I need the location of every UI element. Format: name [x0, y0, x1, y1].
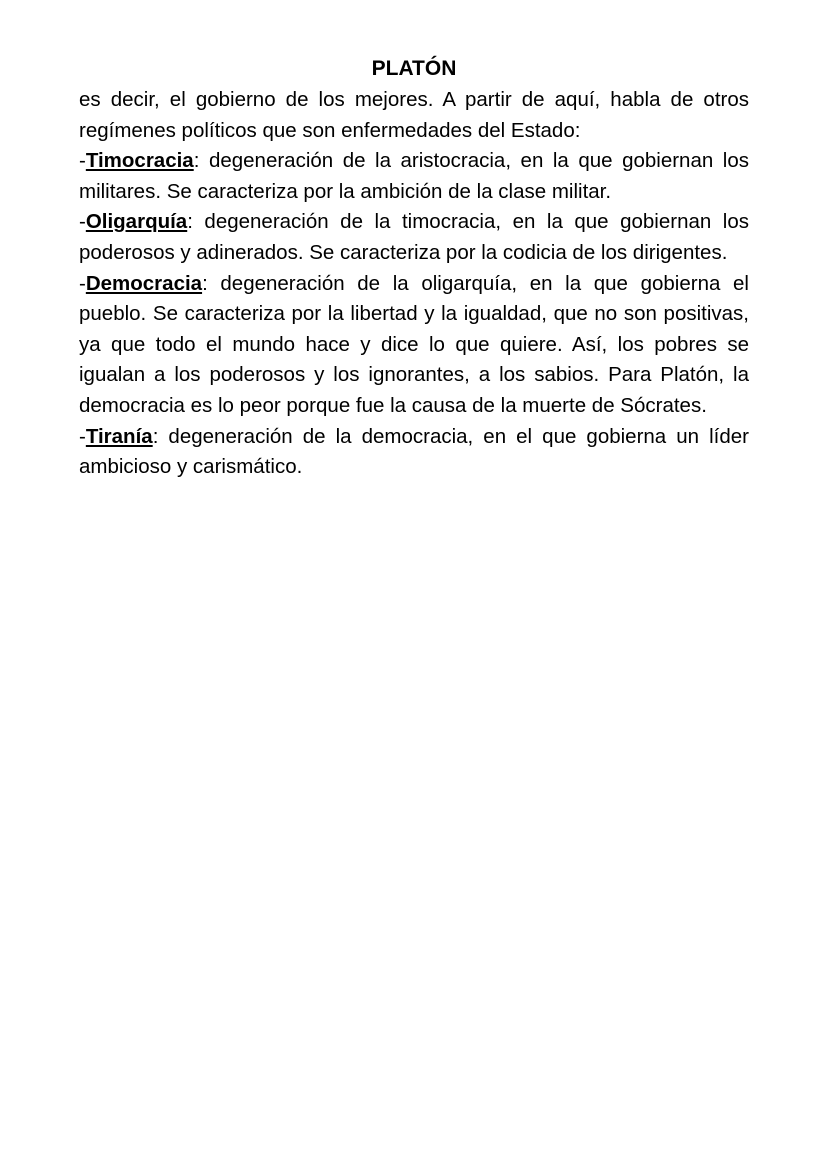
document-body	[79, 85, 749, 483]
page-title: PLATÓN	[371, 57, 457, 80]
term-democracia: Democracia	[85, 271, 203, 295]
definition-democracia: : degeneración de la oligarquía, en la que gobierna el pueblo. Se caracteriza por la libertad y la igualdad, que no son positivas, ya que todo el mundo hace y dice lo que quiere. Así, los pobres se igualan a los poderosos y los ignorantes, a los sabios. Para Platón, la democracia es lo peor porque fue la causa de la muerte de Sócrates.	[79, 271, 749, 417]
item-dash: -	[79, 210, 86, 234]
intro-paragraph: es decir, el gobierno de los mejores. A partir de aquí, habla de otros regímenes políticos que son enfermedades del Estado:	[79, 88, 749, 142]
item-dash: -	[79, 271, 86, 295]
definition-tirania: : degeneración de la democracia, en el que gobierna un líder ambicioso y carismático.	[79, 424, 749, 479]
term-oligarquia: Oligarquía	[85, 210, 188, 234]
definition-timocracia: : degeneración de la aristocracia, en la que gobiernan los militares. Se caracteriza por la ambición de la clase militar.	[79, 149, 749, 203]
definition-oligarquia: : degeneración de la timocracia, en la que gobiernan los poderosos y adinerados. Se caracteriza por la codicia de los dirigentes.	[79, 210, 749, 264]
term-tirania: Tiranía	[85, 424, 153, 448]
term-timocracia: Timocracia	[85, 149, 194, 173]
list-item-tirania	[79, 422, 749, 483]
list-item-timocracia	[79, 146, 749, 207]
item-dash: -	[79, 424, 86, 448]
item-dash: -	[79, 149, 86, 173]
list-item-oligarquia	[79, 207, 749, 268]
list-item-democracia	[79, 269, 749, 422]
document-page	[79, 54, 749, 483]
